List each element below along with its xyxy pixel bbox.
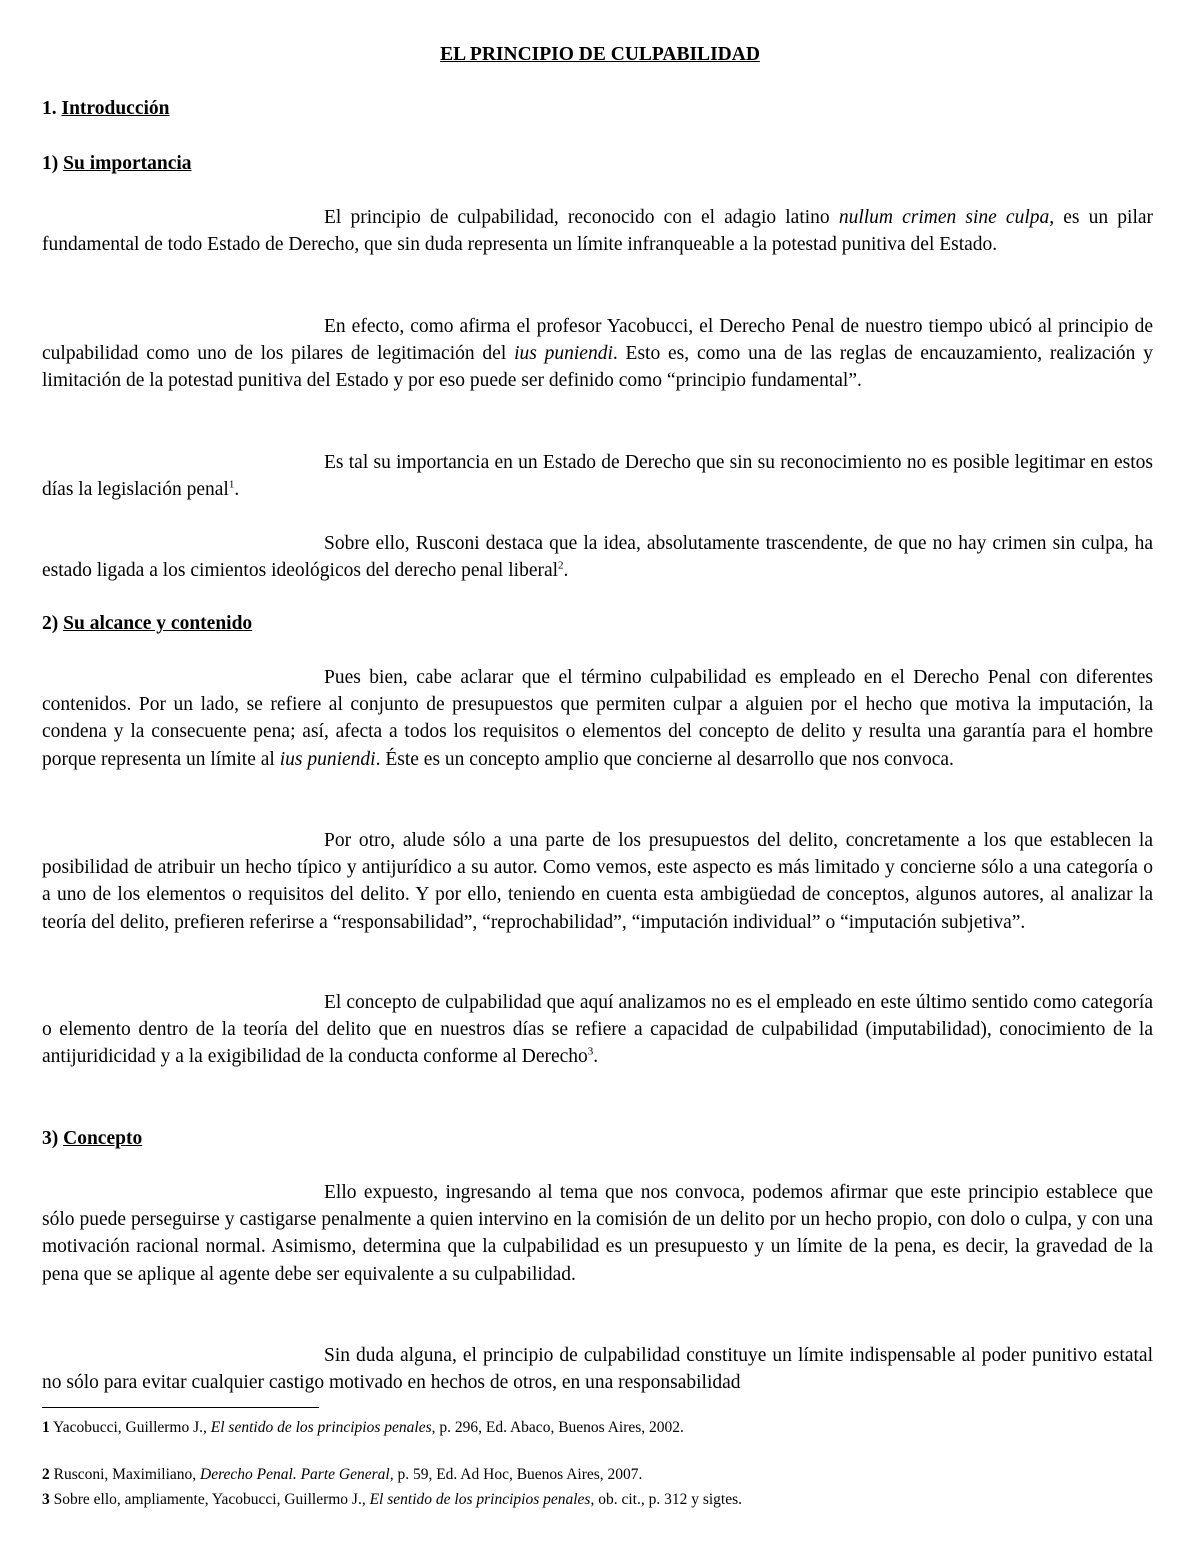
- section-number: 1.: [42, 98, 57, 119]
- paragraph-text: Sobre ello, Rusconi destaca que la idea, absolutamente trascendente, de que no hay crimen sin culpa, ha estado ligada a los cimientos ideológicos del derecho penal liberal: [42, 533, 1153, 582]
- paragraph-text: . Esto es, como una de las reglas de encauzamiento, realización y limitación de la potestad punitiva del Estado y por eso puede ser definido como “principio fundamental”.: [42, 343, 1153, 392]
- paragraph-5: [42, 664, 1153, 773]
- footnote-1: [42, 1418, 684, 1438]
- latin-phrase: nullum crimen sine culpa: [838, 207, 1050, 228]
- footnote-3: [42, 1490, 742, 1510]
- footnote-book-title: El sentido de los principios penales: [369, 1491, 591, 1508]
- subsection-number: 1): [42, 153, 59, 174]
- subsection-heading-alcance: [42, 613, 252, 635]
- paragraph-text: El concepto de culpabilidad que aquí analizamos no es el empleado en este último sentido como categoría o elemento dentro de la teoría del delito que en nuestros días se refiere a capacidad de culpabilidad (imputabilidad), conocimiento de la antijuridicidad y a la exigibilidad de la conducta conforme al Derecho: [42, 992, 1153, 1068]
- footnote-ref[interactable]: 3: [587, 1045, 594, 1058]
- paragraph-9: [42, 1342, 1153, 1396]
- footnote-separator: [42, 1407, 319, 1408]
- footnote-text: , ob. cit., p. 312 y sigtes.: [590, 1491, 743, 1508]
- paragraph-7: [42, 989, 1153, 1071]
- latin-phrase: ius puniendi: [514, 343, 613, 365]
- footnote-book-title: Derecho Penal. Parte General: [200, 1466, 390, 1483]
- paragraph-text: .: [593, 1046, 599, 1068]
- paragraph-8: [42, 1179, 1153, 1288]
- subsection-label: Concepto: [63, 1128, 143, 1149]
- paragraph-3: [42, 449, 1153, 503]
- paragraph-2: [42, 313, 1153, 395]
- subsection-label: Su alcance y contenido: [63, 613, 253, 634]
- footnote-text: , p. 296, Ed. Abaco, Buenos Aires, 2002.: [431, 1419, 684, 1436]
- section-label: Introducción: [61, 98, 170, 119]
- footnote-text: Yacobucci, Guillermo J.,: [49, 1419, 211, 1436]
- paragraph-text: , es un pilar fundamental de todo Estado de Derecho, que sin duda representa un límite infranqueable a la potestad punitiva del Estado.: [42, 207, 1154, 256]
- footnote-ref[interactable]: 1: [228, 478, 235, 491]
- footnote-text: , p. 59, Ed. Ad Hoc, Buenos Aires, 2007.: [389, 1466, 643, 1483]
- footnote-number: 2: [42, 1466, 50, 1483]
- footnote-ref[interactable]: 2: [558, 559, 564, 572]
- paragraph-1: [42, 204, 1153, 258]
- paragraph-text: .: [563, 560, 569, 582]
- paragraph-text: Es tal su importancia en un Estado de Derecho que sin su reconocimiento no es posible legitimar en estos días la legislación penal: [42, 452, 1153, 501]
- paragraph-text: Pues bien, cabe aclarar que el término culpabilidad es empleado en el Derecho Penal con diferentes contenidos. Por un lado, se refiere al conjunto de presupuestos que permiten culpar a alguien por el hecho que motiva la imputación, la condena y la consecuente pena; así, afecta a todos los requisitos o elementos del concepto de delito y resulta una garantía para el hombre porque representa un límite al: [42, 667, 1153, 770]
- subsection-label: Su importancia: [63, 153, 192, 174]
- subsection-number: 2): [42, 613, 59, 634]
- paragraph-text: El principio de culpabilidad, reconocido con el adagio latino: [324, 207, 839, 228]
- footnote-number: 1: [42, 1419, 50, 1436]
- latin-phrase: ius puniendi: [279, 748, 376, 770]
- footnote-text: Rusconi, Maximiliano,: [49, 1466, 201, 1483]
- footnote-2: [42, 1465, 642, 1485]
- paragraph-text: Ello expuesto, ingresando al tema que nos convoca, podemos afirmar que este principio establece que sólo puede perseguirse y castigarse penalmente a quien intervino en la comisión de un delito por un hecho propio, con dolo o culpa, y con una motivación racional normal. Asimismo, determina que la culpabilidad es un presupuesto y un límite de la pena, es decir, la gravedad de la pena que se aplique al agente debe ser equivalente a su culpabilidad.: [42, 1182, 1153, 1285]
- subsection-heading-importancia: [42, 153, 192, 175]
- subsection-number: 3): [42, 1128, 59, 1149]
- paragraph-4: [42, 530, 1153, 584]
- footnote-number: 3: [42, 1491, 50, 1508]
- paragraph-6: [42, 827, 1153, 936]
- paragraph-text: Por otro, alude sólo a una parte de los presupuestos del delito, concretamente a los que establecen la posibilidad de atribuir un hecho típico y antijurídico a su autor. Como vemos, este aspecto es más limitado y concierne sólo a una categoría o a uno de los elementos o requisitos del delito. Y por ello, teniendo en cuenta esta ambigüedad de conceptos, algunos autores, al analizar la teoría del delito, prefieren referirse a “responsabilidad”, “reprochabilidad”, “imputación individual” o “imputación subjetiva”.: [42, 830, 1153, 933]
- paragraph-text: En efecto, como afirma el profesor Yacobucci, el Derecho Penal de nuestro tiempo ubicó al principio de culpabilidad como uno de los pilares de legitimación del: [42, 316, 1153, 365]
- subsection-heading-concepto: [42, 1128, 142, 1150]
- paragraph-text: Sin duda alguna, el principio de culpabilidad constituye un límite indispensable al poder punitivo estatal no sólo para evitar cualquier castigo motivado en hechos de otros, en una responsabilidad: [42, 1345, 1153, 1394]
- footnote-book-title: El sentido de los principios penales: [210, 1419, 432, 1436]
- section-heading-introduccion: [42, 98, 170, 120]
- paragraph-text: .: [234, 479, 240, 501]
- document-title: EL PRINCIPIO DE CULPABILIDAD: [440, 44, 760, 65]
- footnote-text: Sobre ello, ampliamente, Yacobucci, Guillermo J.,: [49, 1491, 370, 1508]
- paragraph-text: . Éste es un concepto amplio que concierne al desarrollo que nos convoca.: [375, 748, 954, 770]
